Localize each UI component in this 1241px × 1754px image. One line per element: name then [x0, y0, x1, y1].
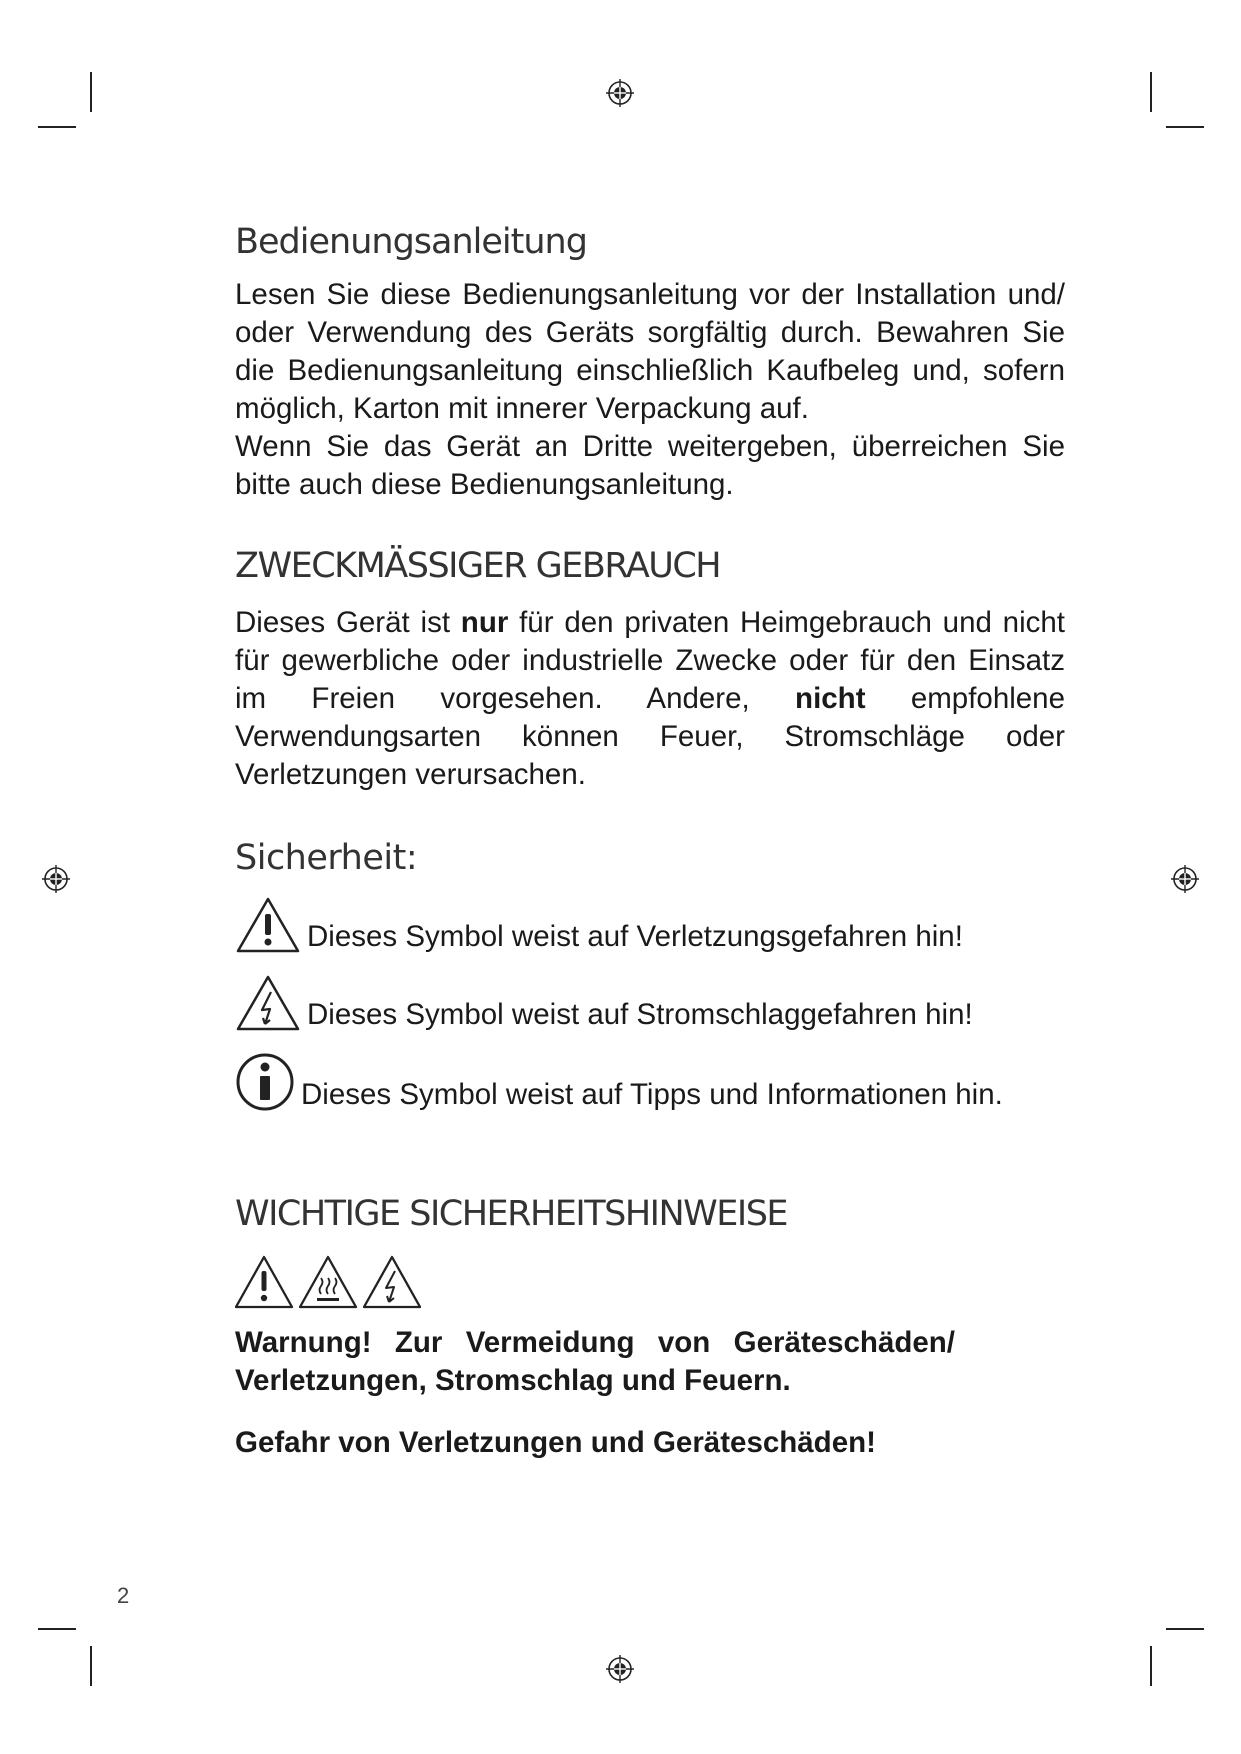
section-title-intended-use: ZWECKMÄSSIGER GEBRAUCH	[235, 546, 721, 586]
registration-mark-icon	[605, 1654, 635, 1684]
text-span: Dieses Gerät ist	[235, 606, 461, 639]
page-number: 2	[117, 1583, 130, 1608]
hazard-icons-group	[235, 1254, 421, 1310]
danger-text: Gefahr von Verletzungen und Geräteschäden!	[235, 1426, 876, 1459]
warning-text: Warnung! Zur Vermeidung von Geräteschäden/ Verletzungen, Stromschlag und Feuern.	[235, 1326, 955, 1397]
crop-mark	[38, 1628, 76, 1630]
registration-mark-icon	[41, 864, 71, 894]
intro-paragraph-2: Wenn Sie das Gerät an Dritte weitergeben, überreichen Sie bitte auch diese Bedienungsanleitung.	[235, 430, 1065, 501]
electric-hazard-icon	[364, 1257, 420, 1307]
symbol-description: Dieses Symbol weist auf Verletzungsgefahren hin!	[307, 920, 963, 953]
bold-text: nur	[460, 606, 509, 639]
symbol-row	[235, 896, 1065, 954]
hot-surface-icon	[300, 1257, 356, 1307]
text-span: empfohlene Verwendungsarten können Feuer, Stromschläge oder Verletzungen verursachen.	[235, 682, 1065, 791]
page-content	[235, 222, 1065, 1462]
symbol-row	[235, 1052, 1065, 1112]
crop-mark	[90, 1646, 92, 1686]
bold-text: nicht	[795, 682, 866, 715]
crop-mark	[38, 126, 76, 128]
crop-mark	[1150, 72, 1152, 112]
electric-hazard-icon	[235, 974, 301, 1032]
warning-triangle-icon	[235, 896, 301, 954]
crop-mark	[1166, 1628, 1204, 1630]
crop-mark	[1150, 1646, 1152, 1686]
symbol-description: Dieses Symbol weist auf Stromschlaggefahren hin!	[307, 998, 973, 1031]
section-title-safety-instructions: WICHTIGE SICHERHEITSHINWEISE	[235, 1194, 788, 1234]
intro-paragraph: Lesen Sie diese Bedienungsanleitung vor der Installation und/ oder Verwendung des Geräts sorgfältig durch. Bewahren Sie die Bedienungsanleitung einschließlich Kaufbeleg und, sofern möglich, Karton mit innerer Verpackung auf.	[235, 278, 1065, 425]
crop-mark	[1166, 126, 1204, 128]
crop-mark	[90, 72, 92, 112]
section-title-bedienungsanleitung: Bedienungsanleitung	[235, 222, 587, 262]
symbol-row	[235, 974, 1065, 1032]
info-icon	[235, 1052, 295, 1112]
registration-mark-icon	[1170, 864, 1200, 894]
symbol-description: Dieses Symbol weist auf Tipps und Informationen hin.	[301, 1078, 1003, 1111]
text-span: für den privaten Heimgebrauch und nicht für gewerbliche oder industrielle Zwecke oder für den Einsatz im Freien vorgesehen. Andere,	[235, 606, 1065, 715]
section-title-safety: Sicherheit:	[235, 838, 418, 878]
registration-mark-icon	[605, 78, 635, 108]
intended-use-paragraph	[235, 604, 1065, 794]
warning-triangle-icon	[236, 1257, 292, 1307]
